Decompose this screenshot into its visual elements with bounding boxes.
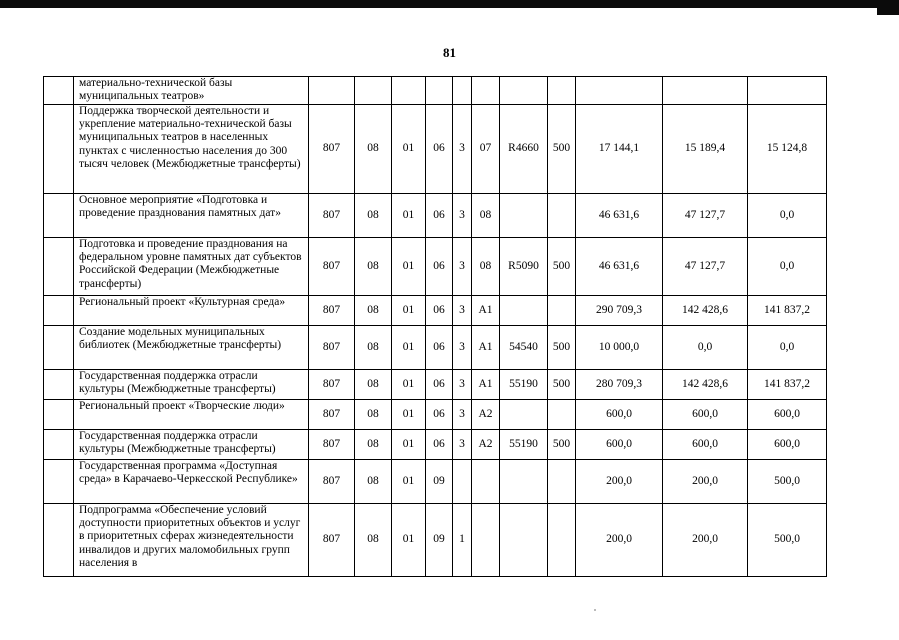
subprogram-cell [453, 460, 472, 504]
amount-year1-cell: 46 631,6 [576, 194, 663, 238]
subsection-cell: 01 [392, 400, 426, 430]
amount-year1-cell: 200,0 [576, 460, 663, 504]
direction-cell: 55190 [500, 370, 548, 400]
amount-year1-cell: 600,0 [576, 430, 663, 460]
expense-type-cell: 500 [548, 430, 576, 460]
table-row [44, 326, 827, 370]
amount-year1-cell: 10 000,0 [576, 326, 663, 370]
expense-type-cell: 500 [548, 105, 576, 194]
program-cell: 09 [426, 460, 453, 504]
row-number-cell [44, 194, 74, 238]
grbs-cell: 807 [309, 430, 355, 460]
amount-year1-cell: 600,0 [576, 400, 663, 430]
scan-corner-mark [877, 0, 899, 15]
amount-year3-cell [748, 77, 827, 105]
table-body [44, 77, 827, 577]
direction-cell [500, 400, 548, 430]
subsection-cell: 01 [392, 194, 426, 238]
direction-cell: 55190 [500, 430, 548, 460]
program-cell [426, 77, 453, 105]
section-cell [355, 77, 392, 105]
section-cell: 08 [355, 105, 392, 194]
program-cell: 06 [426, 238, 453, 296]
amount-year2-cell: 600,0 [663, 400, 748, 430]
subprogram-cell: 1 [453, 504, 472, 577]
page-number: 81 [443, 45, 456, 60]
subprogram-cell [453, 77, 472, 105]
program-cell: 06 [426, 430, 453, 460]
event-cell [472, 460, 500, 504]
expense-type-cell [548, 504, 576, 577]
section-cell: 08 [355, 370, 392, 400]
program-cell: 06 [426, 194, 453, 238]
row-number-cell [44, 370, 74, 400]
subsection-cell: 01 [392, 105, 426, 194]
amount-year2-cell: 200,0 [663, 460, 748, 504]
amount-year1-cell: 290 709,3 [576, 296, 663, 326]
amount-year2-cell: 600,0 [663, 430, 748, 460]
amount-year2-cell: 47 127,7 [663, 238, 748, 296]
description-cell: Подпрограмма «Обеспечение условий доступности приоритетных объектов и услуг в приоритетных сферах жизнедеятельности инвалидов и других маломобильных групп населения в [74, 504, 309, 577]
budget-table [43, 76, 827, 577]
table-row [44, 105, 827, 194]
subsection-cell: 01 [392, 460, 426, 504]
event-cell: A2 [472, 430, 500, 460]
subprogram-cell: 3 [453, 400, 472, 430]
grbs-cell: 807 [309, 370, 355, 400]
amount-year2-cell: 0,0 [663, 326, 748, 370]
table-row [44, 194, 827, 238]
amount-year3-cell: 500,0 [748, 460, 827, 504]
description-cell: Основное мероприятие «Подготовка и проведение празднования памятных дат» [74, 194, 309, 238]
subprogram-cell: 3 [453, 296, 472, 326]
expense-type-cell [548, 460, 576, 504]
grbs-cell [309, 77, 355, 105]
table-row [44, 238, 827, 296]
section-cell: 08 [355, 238, 392, 296]
amount-year1-cell: 200,0 [576, 504, 663, 577]
table-row [44, 504, 827, 577]
event-cell: A1 [472, 370, 500, 400]
row-number-cell [44, 504, 74, 577]
row-number-cell [44, 430, 74, 460]
table-row [44, 460, 827, 504]
expense-type-cell [548, 296, 576, 326]
amount-year3-cell: 141 837,2 [748, 370, 827, 400]
subprogram-cell: 3 [453, 326, 472, 370]
table-row [44, 400, 827, 430]
table-row [44, 296, 827, 326]
scan-top-border [0, 0, 899, 8]
event-cell: 07 [472, 105, 500, 194]
amount-year2-cell: 200,0 [663, 504, 748, 577]
description-cell: Создание модельных муниципальных библиотек (Межбюджетные трансферты) [74, 326, 309, 370]
direction-cell: R5090 [500, 238, 548, 296]
direction-cell [500, 194, 548, 238]
grbs-cell: 807 [309, 238, 355, 296]
description-cell: Региональный проект «Творческие люди» [74, 400, 309, 430]
amount-year2-cell: 142 428,6 [663, 370, 748, 400]
section-cell: 08 [355, 504, 392, 577]
subsection-cell: 01 [392, 370, 426, 400]
amount-year1-cell: 17 144,1 [576, 105, 663, 194]
section-cell: 08 [355, 430, 392, 460]
event-cell: 08 [472, 194, 500, 238]
direction-cell [500, 77, 548, 105]
description-cell: Государственная поддержка отрасли культуры (Межбюджетные трансферты) [74, 370, 309, 400]
subsection-cell [392, 77, 426, 105]
amount-year1-cell: 46 631,6 [576, 238, 663, 296]
amount-year3-cell: 600,0 [748, 400, 827, 430]
program-cell: 06 [426, 370, 453, 400]
grbs-cell: 807 [309, 400, 355, 430]
amount-year1-cell [576, 77, 663, 105]
description-cell: Подготовка и проведение празднования на федеральном уровне памятных дат субъектов Российской Федерации (Межбюджетные трансферты) [74, 238, 309, 296]
amount-year2-cell: 142 428,6 [663, 296, 748, 326]
event-cell: A1 [472, 296, 500, 326]
direction-cell [500, 504, 548, 577]
program-cell: 06 [426, 400, 453, 430]
section-cell: 08 [355, 400, 392, 430]
subsection-cell: 01 [392, 504, 426, 577]
direction-cell [500, 296, 548, 326]
amount-year2-cell: 47 127,7 [663, 194, 748, 238]
amount-year3-cell: 0,0 [748, 194, 827, 238]
grbs-cell: 807 [309, 504, 355, 577]
subprogram-cell: 3 [453, 105, 472, 194]
subsection-cell: 01 [392, 326, 426, 370]
direction-cell: R4660 [500, 105, 548, 194]
row-number-cell [44, 400, 74, 430]
subsection-cell: 01 [392, 430, 426, 460]
subprogram-cell: 3 [453, 194, 472, 238]
amount-year1-cell: 280 709,3 [576, 370, 663, 400]
table-row [44, 370, 827, 400]
description-cell: материально-технической базы муниципальных театров» [74, 77, 309, 105]
expense-type-cell: 500 [548, 326, 576, 370]
amount-year3-cell: 500,0 [748, 504, 827, 577]
expense-type-cell: 500 [548, 238, 576, 296]
row-number-cell [44, 77, 74, 105]
event-cell [472, 77, 500, 105]
direction-cell: 54540 [500, 326, 548, 370]
amount-year3-cell: 15 124,8 [748, 105, 827, 194]
description-cell: Поддержка творческой деятельности и укрепление материально-технической базы муниципальных театров в населенных пунктах с численностью населения до 300 тысяч человек (Межбюджетные трансферты) [74, 105, 309, 194]
amount-year3-cell: 141 837,2 [748, 296, 827, 326]
description-cell: Государственная программа «Доступная среда» в Карачаево-Черкесской Республике» [74, 460, 309, 504]
program-cell: 09 [426, 504, 453, 577]
description-cell: Государственная поддержка отрасли культуры (Межбюджетные трансферты) [74, 430, 309, 460]
program-cell: 06 [426, 326, 453, 370]
direction-cell [500, 460, 548, 504]
grbs-cell: 807 [309, 105, 355, 194]
grbs-cell: 807 [309, 326, 355, 370]
scan-speck [594, 609, 596, 611]
description-cell: Региональный проект «Культурная среда» [74, 296, 309, 326]
program-cell: 06 [426, 296, 453, 326]
event-cell: A2 [472, 400, 500, 430]
expense-type-cell [548, 77, 576, 105]
amount-year3-cell: 0,0 [748, 326, 827, 370]
row-number-cell [44, 460, 74, 504]
subprogram-cell: 3 [453, 238, 472, 296]
row-number-cell [44, 105, 74, 194]
grbs-cell: 807 [309, 460, 355, 504]
table-row [44, 430, 827, 460]
table-row [44, 77, 827, 105]
amount-year3-cell: 0,0 [748, 238, 827, 296]
amount-year2-cell: 15 189,4 [663, 105, 748, 194]
program-cell: 06 [426, 105, 453, 194]
row-number-cell [44, 238, 74, 296]
amount-year3-cell: 600,0 [748, 430, 827, 460]
expense-type-cell [548, 400, 576, 430]
section-cell: 08 [355, 296, 392, 326]
grbs-cell: 807 [309, 296, 355, 326]
event-cell [472, 504, 500, 577]
grbs-cell: 807 [309, 194, 355, 238]
amount-year2-cell [663, 77, 748, 105]
section-cell: 08 [355, 194, 392, 238]
event-cell: 08 [472, 238, 500, 296]
subsection-cell: 01 [392, 296, 426, 326]
section-cell: 08 [355, 326, 392, 370]
row-number-cell [44, 326, 74, 370]
row-number-cell [44, 296, 74, 326]
subsection-cell: 01 [392, 238, 426, 296]
expense-type-cell: 500 [548, 370, 576, 400]
subprogram-cell: 3 [453, 430, 472, 460]
subprogram-cell: 3 [453, 370, 472, 400]
expense-type-cell [548, 194, 576, 238]
event-cell: A1 [472, 326, 500, 370]
section-cell: 08 [355, 460, 392, 504]
